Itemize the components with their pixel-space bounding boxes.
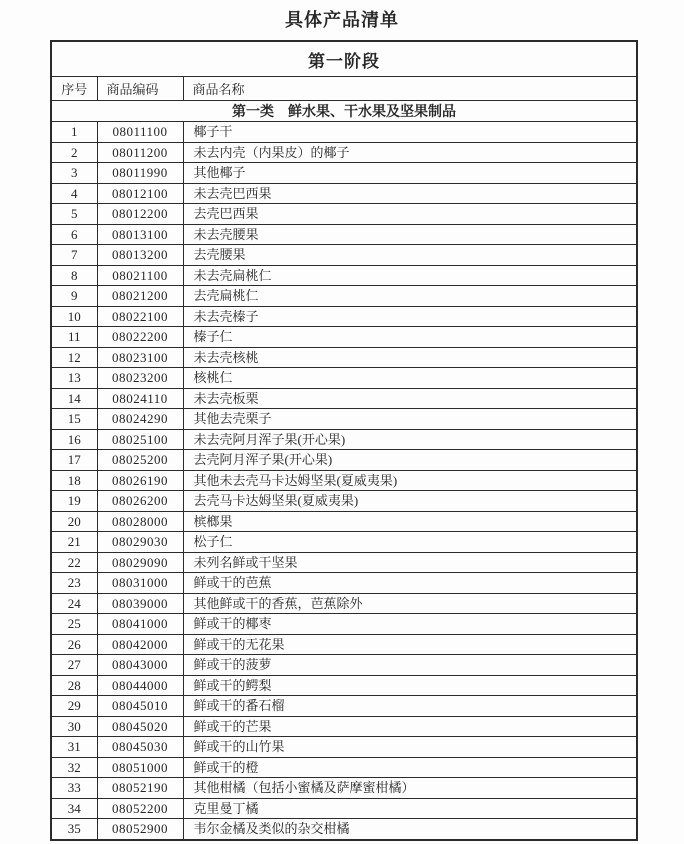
row-index-cell: 14 [51,388,97,409]
row-index-cell: 5 [51,204,97,225]
table-row [51,368,637,389]
table-row [51,737,637,758]
row-index-cell: 21 [51,532,97,553]
row-index-cell: 24 [51,593,97,614]
row-name-cell: 鲜或干的芒果 [183,716,637,737]
row-code-cell: 08026200 [97,491,183,512]
row-name-cell: 未去壳腰果 [183,224,637,245]
table-row [51,655,637,676]
row-name-cell: 其他鲜或干的香蕉，芭蕉除外 [183,593,637,614]
row-code-cell: 08041000 [97,614,183,635]
table-row [51,327,637,348]
column-header-row [51,77,637,101]
row-index-cell: 15 [51,409,97,430]
row-index-cell: 7 [51,245,97,266]
row-index-cell: 34 [51,798,97,819]
row-index-cell: 12 [51,347,97,368]
row-index-cell: 33 [51,778,97,799]
column-header-code: 商品编码 [97,77,183,101]
row-name-cell: 其他柑橘（包括小蜜橘及萨摩蜜柑橘） [183,778,637,799]
row-code-cell: 08042000 [97,634,183,655]
table-row [51,429,637,450]
row-name-cell: 鲜或干的菠萝 [183,655,637,676]
table-row [51,388,637,409]
row-name-cell: 槟榔果 [183,511,637,532]
row-index-cell: 25 [51,614,97,635]
document-title: 具体产品清单 [285,10,399,30]
row-code-cell: 08021100 [97,265,183,286]
row-index-cell: 20 [51,511,97,532]
row-name-cell: 其他椰子 [183,163,637,184]
row-code-cell: 08029030 [97,532,183,553]
row-name-cell: 鲜或干的橙 [183,757,637,778]
row-name-cell: 未去壳扁桃仁 [183,265,637,286]
stage-header: 第一阶段 [51,41,637,77]
row-index-cell: 27 [51,655,97,676]
table-row [51,204,637,225]
row-name-cell: 榛子仁 [183,327,637,348]
row-name-cell: 其他去壳栗子 [183,409,637,430]
table-row [51,347,637,368]
row-name-cell: 未去壳巴西果 [183,183,637,204]
row-name-cell: 椰子干 [183,122,637,143]
row-code-cell: 08011100 [97,122,183,143]
row-code-cell: 08024110 [97,388,183,409]
table-row [51,778,637,799]
table-row [51,142,637,163]
table-row [51,757,637,778]
table-row [51,245,637,266]
category-header-row [51,101,637,122]
row-index-cell: 16 [51,429,97,450]
row-name-cell: 鲜或干的无花果 [183,634,637,655]
row-name-cell: 未去壳榛子 [183,306,637,327]
row-code-cell: 08013100 [97,224,183,245]
table-row [51,265,637,286]
row-name-cell: 克里曼丁橘 [183,798,637,819]
row-index-cell: 28 [51,675,97,696]
table-row [51,306,637,327]
row-code-cell: 08044000 [97,675,183,696]
row-index-cell: 18 [51,470,97,491]
table-row [51,511,637,532]
table-row [51,532,637,553]
row-code-cell: 08028000 [97,511,183,532]
row-code-cell: 08025200 [97,450,183,471]
row-code-cell: 08013200 [97,245,183,266]
table-row [51,716,637,737]
row-index-cell: 6 [51,224,97,245]
row-index-cell: 32 [51,757,97,778]
row-name-cell: 鲜或干的芭蕉 [183,573,637,594]
row-code-cell: 08052190 [97,778,183,799]
row-name-cell: 去壳巴西果 [183,204,637,225]
row-index-cell: 29 [51,696,97,717]
row-index-cell: 22 [51,552,97,573]
table-row [51,286,637,307]
table-row [51,450,637,471]
row-index-cell: 9 [51,286,97,307]
table-row [51,163,637,184]
row-code-cell: 08021200 [97,286,183,307]
table-body [51,122,637,840]
row-code-cell: 08045010 [97,696,183,717]
row-index-cell: 13 [51,368,97,389]
product-table [50,40,638,841]
row-index-cell: 26 [51,634,97,655]
row-index-cell: 1 [51,122,97,143]
row-code-cell: 08052900 [97,819,183,840]
row-code-cell: 08045030 [97,737,183,758]
column-header-index: 序号 [51,77,97,101]
row-code-cell: 08022100 [97,306,183,327]
row-code-cell: 08011200 [97,142,183,163]
row-code-cell: 08012200 [97,204,183,225]
row-name-cell: 去壳扁桃仁 [183,286,637,307]
row-name-cell: 鲜或干的鳄梨 [183,675,637,696]
row-code-cell: 08024290 [97,409,183,430]
column-header-name: 商品名称 [183,77,637,101]
table-row [51,798,637,819]
table-row [51,696,637,717]
table-row [51,183,637,204]
row-name-cell: 鲜或干的椰枣 [183,614,637,635]
row-name-cell: 去壳腰果 [183,245,637,266]
row-name-cell: 其他未去壳马卡达姆坚果(夏威夷果) [183,470,637,491]
row-index-cell: 2 [51,142,97,163]
row-index-cell: 3 [51,163,97,184]
row-index-cell: 4 [51,183,97,204]
row-code-cell: 08052200 [97,798,183,819]
row-index-cell: 17 [51,450,97,471]
table-row [51,634,637,655]
row-code-cell: 08025100 [97,429,183,450]
row-index-cell: 31 [51,737,97,758]
table-row [51,675,637,696]
row-name-cell: 未列名鲜或干坚果 [183,552,637,573]
table-row [51,573,637,594]
row-index-cell: 8 [51,265,97,286]
row-name-cell: 未去内壳（内果皮）的椰子 [183,142,637,163]
table-row [51,224,637,245]
row-name-cell: 鲜或干的山竹果 [183,737,637,758]
row-name-cell: 未去壳板栗 [183,388,637,409]
row-name-cell: 去壳阿月浑子果(开心果) [183,450,637,471]
row-code-cell: 08022200 [97,327,183,348]
row-index-cell: 23 [51,573,97,594]
row-code-cell: 08051000 [97,757,183,778]
table-row [51,122,637,143]
row-code-cell: 08043000 [97,655,183,676]
row-code-cell: 08029090 [97,552,183,573]
table-row [51,614,637,635]
row-name-cell: 去壳马卡达姆坚果(夏威夷果) [183,491,637,512]
table-row [51,819,637,840]
row-name-cell: 韦尔金橘及类似的杂交柑橘 [183,819,637,840]
table-row [51,552,637,573]
row-code-cell: 08031000 [97,573,183,594]
row-name-cell: 未去壳阿月浑子果(开心果) [183,429,637,450]
row-code-cell: 08039000 [97,593,183,614]
row-name-cell: 松子仁 [183,532,637,553]
row-code-cell: 08026190 [97,470,183,491]
row-index-cell: 35 [51,819,97,840]
row-code-cell: 08045020 [97,716,183,737]
stage-header-row [51,41,637,77]
row-index-cell: 10 [51,306,97,327]
row-name-cell: 核桃仁 [183,368,637,389]
row-code-cell: 08023200 [97,368,183,389]
row-code-cell: 08011990 [97,163,183,184]
table-row [51,593,637,614]
table-row [51,409,637,430]
table-row [51,470,637,491]
row-index-cell: 11 [51,327,97,348]
table-row [51,491,637,512]
row-name-cell: 未去壳核桃 [183,347,637,368]
row-code-cell: 08012100 [97,183,183,204]
row-index-cell: 19 [51,491,97,512]
row-name-cell: 鲜或干的番石榴 [183,696,637,717]
category-header: 第一类 鲜水果、干水果及坚果制品 [51,101,637,122]
row-code-cell: 08023100 [97,347,183,368]
row-index-cell: 30 [51,716,97,737]
